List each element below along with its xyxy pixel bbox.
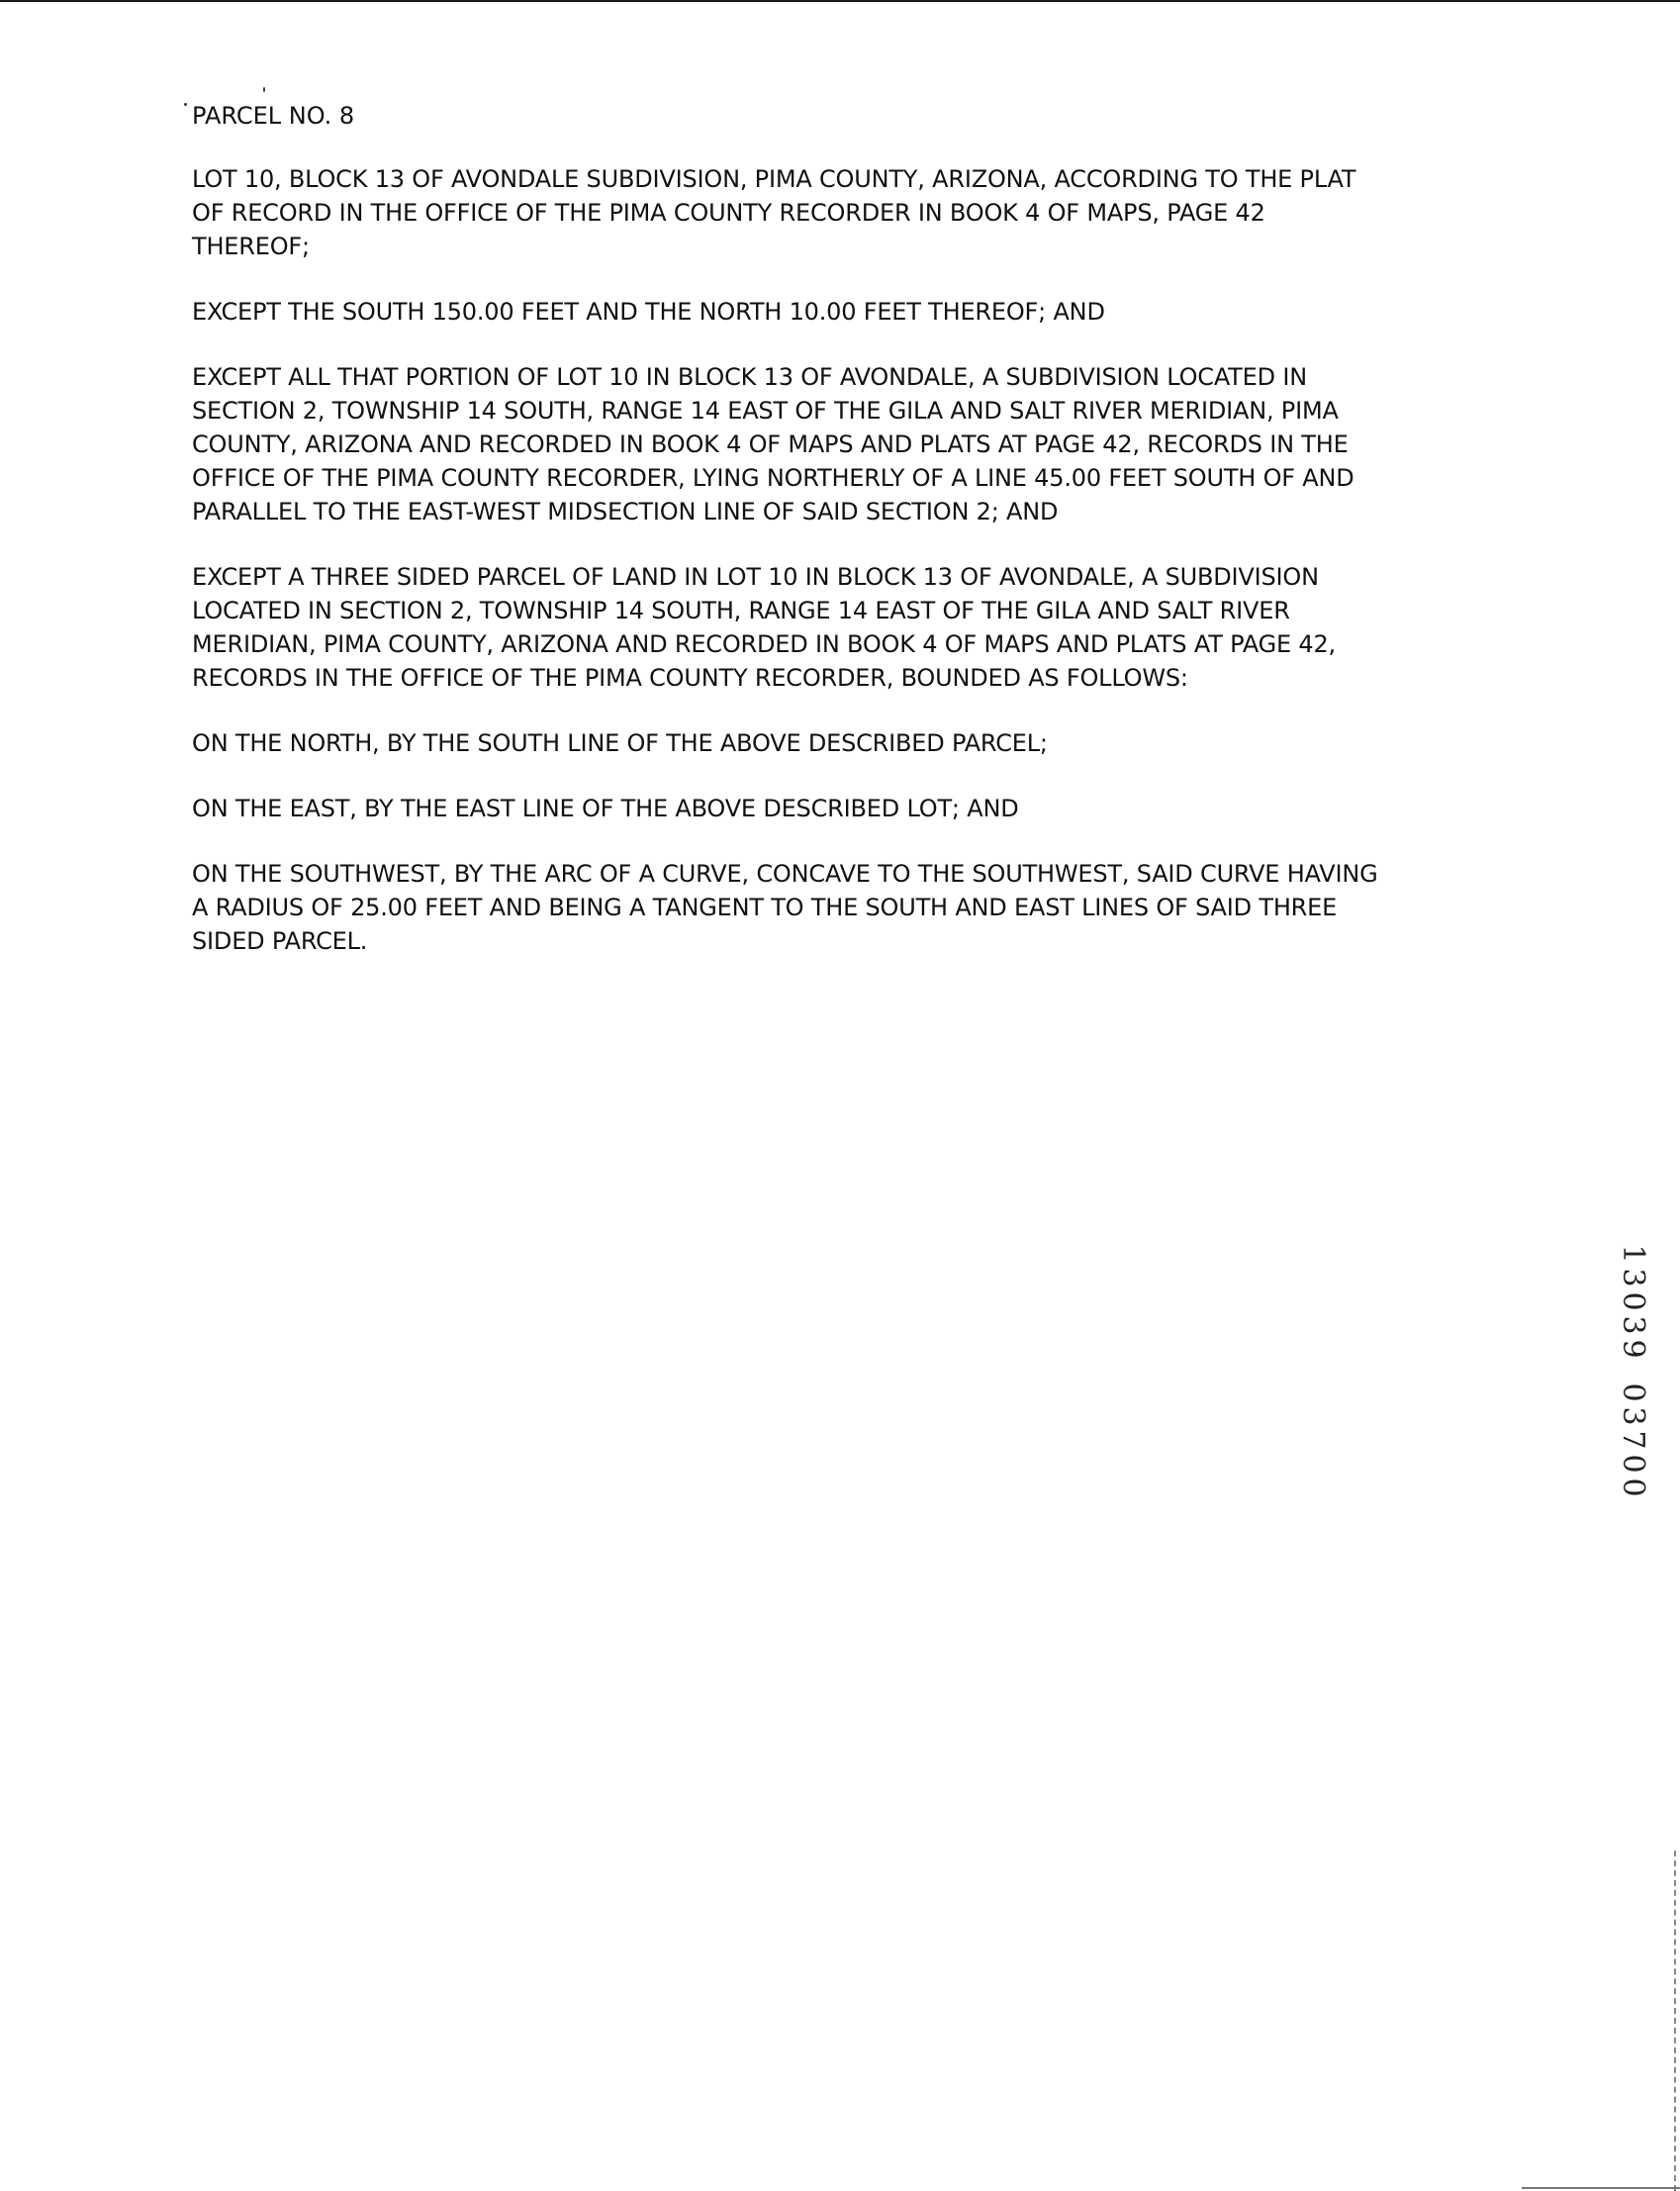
- stamp-digit: 0: [1616, 1382, 1650, 1402]
- text-line: EXCEPT THE SOUTH 150.00 FEET AND THE NORTH 10.00 FEET THEREOF; AND: [192, 298, 1105, 326]
- scan-top-edge: [0, 0, 1680, 2]
- paragraph-north-boundary: [192, 726, 1508, 760]
- scan-right-edge: [1672, 1851, 1676, 2191]
- text-line: MERIDIAN, PIMA COUNTY, ARIZONA AND RECORDED IN BOOK 4 OF MAPS AND PLATS AT PAGE 42,: [192, 630, 1336, 658]
- stamp-digit: 0: [1616, 1477, 1650, 1497]
- stamp-digit: 0: [1616, 1454, 1650, 1474]
- scan-speck: [184, 103, 187, 106]
- stamp-digit: 3: [1616, 1315, 1650, 1335]
- recording-number-stamp: [1613, 1242, 1652, 1499]
- text-line: EXCEPT ALL THAT PORTION OF LOT 10 IN BLOCK 13 OF AVONDALE, A SUBDIVISION LOCATED IN: [192, 363, 1307, 391]
- stamp-digit: 7: [1616, 1430, 1650, 1450]
- stamp-digit: 0: [1616, 1291, 1650, 1311]
- paragraph-exception-1: [192, 295, 1508, 329]
- text-line: LOT 10, BLOCK 13 OF AVONDALE SUBDIVISION, PIMA COUNTY, ARIZONA, ACCORDING TO THE PLAT: [192, 165, 1356, 193]
- text-line: ON THE EAST, BY THE EAST LINE OF THE ABOVE DESCRIBED LOT; AND: [192, 795, 1019, 822]
- text-line: LOCATED IN SECTION 2, TOWNSHIP 14 SOUTH, RANGE 14 EAST OF THE GILA AND SALT RIVER: [192, 597, 1290, 624]
- text-line: COUNTY, ARIZONA AND RECORDED IN BOOK 4 OF MAPS AND PLATS AT PAGE 42, RECORDS IN THE: [192, 430, 1349, 458]
- text-line: SECTION 2, TOWNSHIP 14 SOUTH, RANGE 14 EAST OF THE GILA AND SALT RIVER MERIDIAN, PIMA: [192, 397, 1339, 425]
- text-line: ON THE SOUTHWEST, BY THE ARC OF A CURVE, CONCAVE TO THE SOUTHWEST, SAID CURVE HAVING: [192, 860, 1378, 888]
- stamp-digit: 3: [1616, 1406, 1650, 1426]
- text-line: OF RECORD IN THE OFFICE OF THE PIMA COUNTY RECORDER IN BOOK 4 OF MAPS, PAGE 42: [192, 199, 1265, 227]
- paragraph-exception-3: [192, 560, 1508, 695]
- scan-speck: [263, 87, 265, 92]
- text-line: A RADIUS OF 25.00 FEET AND BEING A TANGENT TO THE SOUTH AND EAST LINES OF SAID THREE: [192, 894, 1338, 921]
- text-line: PARALLEL TO THE EAST-WEST MIDSECTION LINE OF SAID SECTION 2; AND: [192, 498, 1059, 525]
- stamp-digit: 1: [1616, 1244, 1650, 1264]
- stamp-digit: 3: [1616, 1268, 1650, 1287]
- text-line: ON THE NORTH, BY THE SOUTH LINE OF THE ABOVE DESCRIBED PARCEL;: [192, 729, 1048, 757]
- scan-bottom-edge: [1522, 2187, 1680, 2189]
- paragraph-exception-2: [192, 360, 1508, 528]
- text-line: RECORDS IN THE OFFICE OF THE PIMA COUNTY RECORDER, BOUNDED AS FOLLOWS:: [192, 664, 1188, 692]
- paragraph-southwest-boundary: [192, 857, 1508, 958]
- legal-description: [192, 99, 1508, 990]
- paragraph-lot-description: [192, 162, 1508, 263]
- text-line: OFFICE OF THE PIMA COUNTY RECORDER, LYING NORTHERLY OF A LINE 45.00 FEET SOUTH OF AND: [192, 464, 1354, 492]
- text-line: SIDED PARCEL.: [192, 927, 368, 955]
- text-line: THEREOF;: [192, 233, 310, 260]
- parcel-heading: PARCEL NO. 8: [192, 102, 355, 130]
- stamp-digit: 9: [1616, 1339, 1650, 1359]
- text-line: EXCEPT A THREE SIDED PARCEL OF LAND IN LOT 10 IN BLOCK 13 OF AVONDALE, A SUBDIVISION: [192, 563, 1319, 591]
- paragraph-east-boundary: [192, 792, 1508, 825]
